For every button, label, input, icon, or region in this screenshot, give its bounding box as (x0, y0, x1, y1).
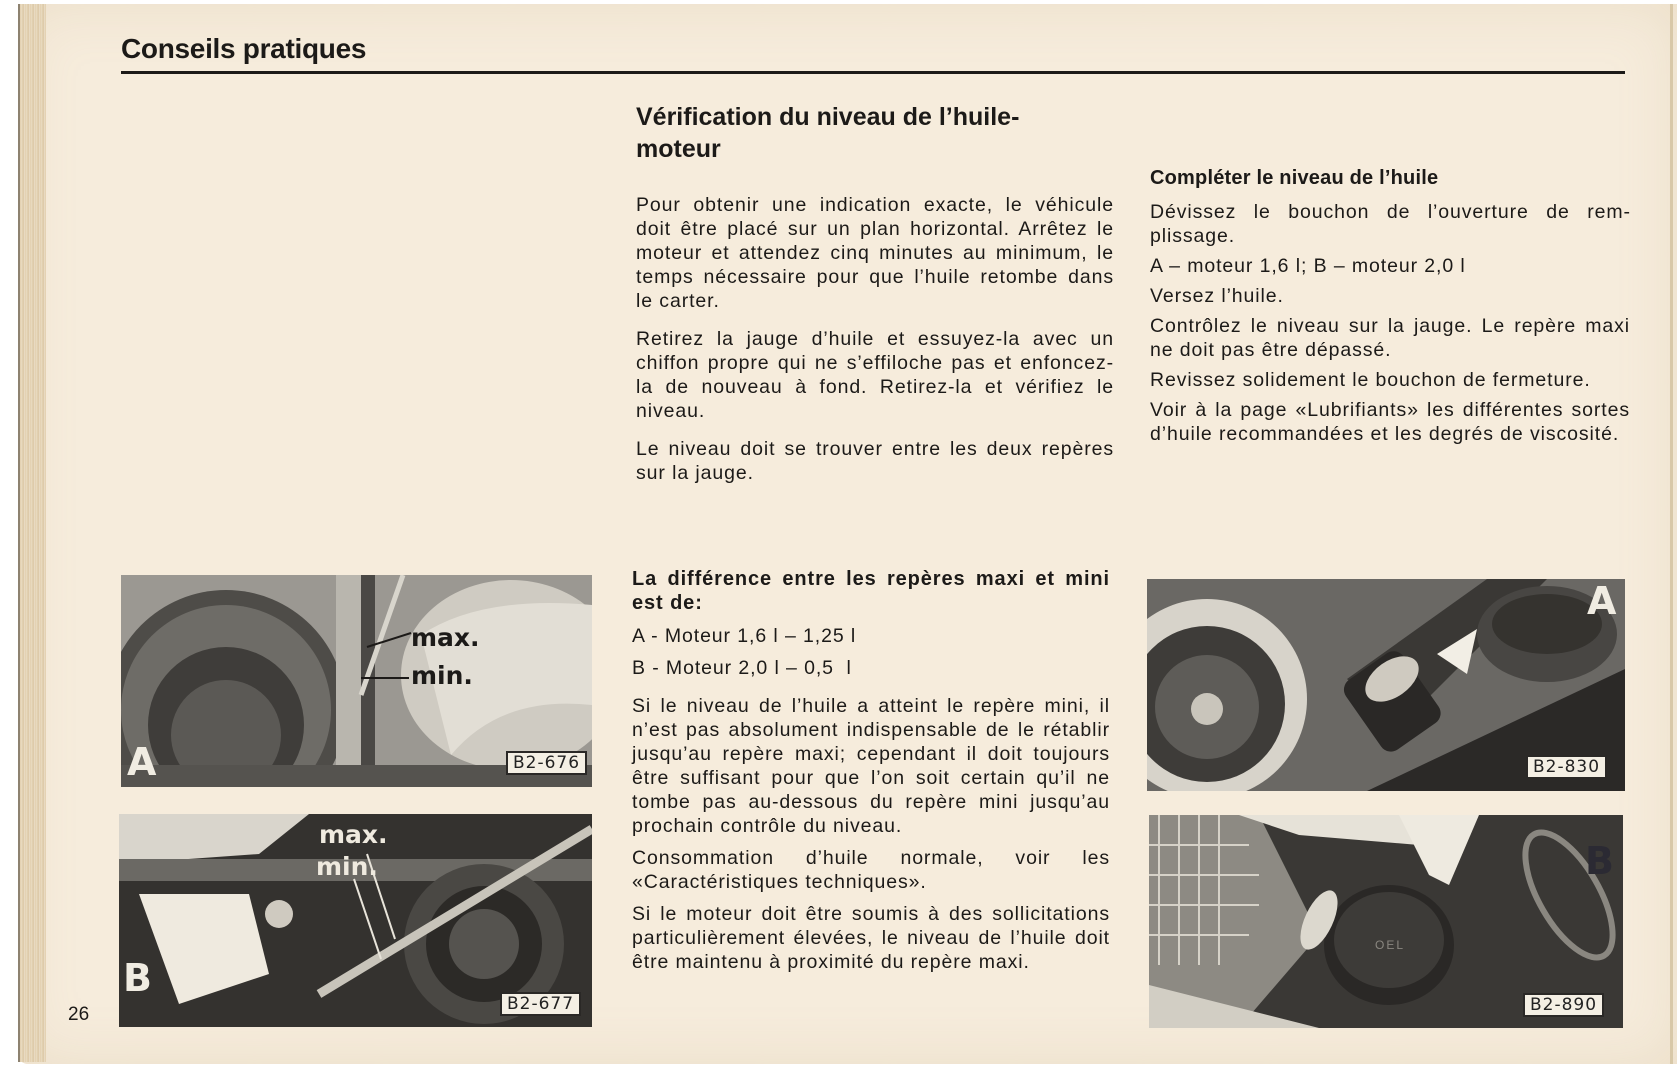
list-item: B - Moteur 2,0 l – 0,5 l (632, 657, 852, 679)
subsection-title: La différence entre les repères maxi et mini est de: (632, 568, 1110, 614)
section-marks-difference (632, 567, 1110, 982)
engine-photo-b-dipstick (119, 814, 592, 1027)
paragraph: Pour obtenir une indication exacte, le véhicule doit être placé sur un plan horizontal. Arrêtez le moteur et attendez cinq minutes au minimum, le temps nécessaire pour que l’huile retombe dans le carter. (636, 194, 1114, 312)
page-right-edge (1670, 4, 1673, 1064)
engine-photo-a-dipstick (121, 575, 592, 787)
section-title-line2: moteur (636, 135, 721, 163)
engine-photo-a-filler-cap (1147, 579, 1625, 791)
section-oil-fill (1150, 166, 1630, 452)
list-item: A - Moteur 1,6 l – 1,25 l (632, 625, 857, 647)
page-number: 26 (68, 1004, 90, 1025)
callout-min: min. (411, 661, 473, 690)
page-header-title: Conseils pratiques (121, 33, 367, 64)
paragraph: Si le moteur doit être soumis à des sollicitations particulièrement élevées, le niveau de l’huile doit être maintenu à proximité du repère maxi. (632, 903, 1110, 973)
callout-max: max. (411, 623, 480, 652)
figure-reference: B2-677 (500, 992, 581, 1016)
paragraph: Le niveau doit se trouver entre les deux repères sur la jauge. (636, 438, 1114, 484)
engine-photo-b-filler-cap (1149, 815, 1623, 1028)
paragraph: Contrôlez le niveau sur la jauge. Le repère maxi ne doit pas être dépassé. (1150, 315, 1630, 361)
figure-letter: B (1585, 839, 1614, 883)
figure-letter: A (127, 740, 157, 784)
subsection-title: Compléter le niveau de l’huile (1150, 167, 1439, 189)
figure-letter: A (1587, 579, 1617, 623)
oil-cap-stamp: OEL (1375, 938, 1406, 952)
figure-reference: B2-890 (1523, 993, 1604, 1017)
paragraph: Voir à la page «Lubrifiants» les différentes sortes d’huile recommandées et les degrés de viscosité. (1150, 399, 1630, 445)
paragraph: Revissez solidement le bouchon de fermeture. (1150, 369, 1591, 391)
section-oil-check (636, 101, 1114, 499)
paragraph: Dévissez le bouchon de l’ouverture de remplissage. (1150, 201, 1630, 247)
page-stack-edge (18, 4, 46, 1062)
paragraph: A – moteur 1,6 l; B – moteur 2,0 l (1150, 255, 1466, 277)
header-rule (121, 71, 1625, 74)
figure-reference: B2-830 (1526, 755, 1607, 779)
paragraph: Versez l’huile. (1150, 285, 1284, 307)
paragraph: Retirez la jauge d’huile et essuyez-la avec un chiffon propre qui ne s’effiloche pas et enfoncez-la de nouveau à fond. Retirez-la et vérifiez le niveau. (636, 328, 1114, 422)
section-title-line1: Vérification du niveau de l’huile- (636, 103, 1020, 131)
figure-letter: B (123, 956, 152, 1000)
paragraph: Si le niveau de l’huile a atteint le repère mini, il n’est pas absolument indispensable de le rétablir jusqu’au repère maxi; cependant il doit toujours être suffisant pour que l’on soit certain qu’il ne tombe pas au-dessous du repère mini jusqu’au prochain contrôle du niveau. (632, 695, 1110, 837)
paragraph: Consommation d’huile normale, voir les «Caractéristiques techniques». (632, 847, 1110, 893)
figure-reference: B2-676 (506, 751, 587, 775)
callout-max: max. (319, 820, 388, 849)
callout-min: min. (316, 852, 378, 881)
